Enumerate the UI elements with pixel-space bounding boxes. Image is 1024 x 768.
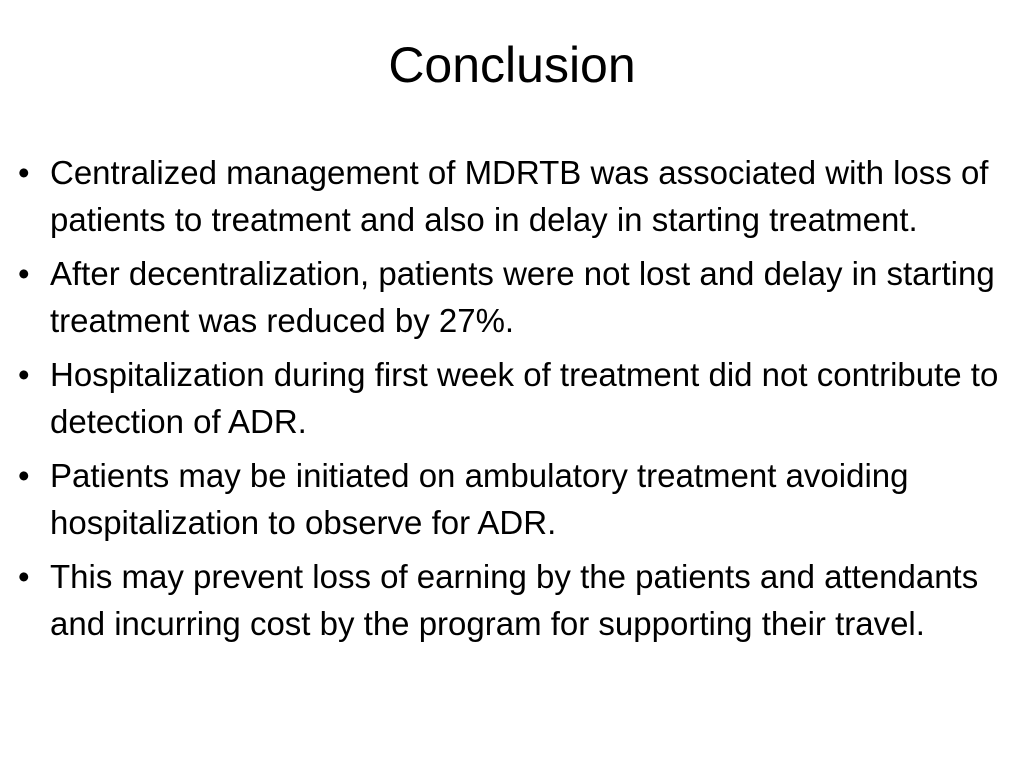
slide-title: Conclusion — [388, 37, 636, 93]
bullet-text: This may prevent loss of earning by the patients and attendants and incurring cost by the program for supporting their travel. — [50, 558, 979, 642]
bullet-icon: • — [18, 154, 30, 191]
bullet-icon: • — [18, 356, 30, 393]
bullet-icon: • — [18, 457, 30, 494]
bullet-item — [16, 554, 1008, 647]
bullet-item — [16, 453, 1008, 546]
bullet-text: After decentralization, patients were not lost and delay in starting treatment was reduced by 27%. — [50, 255, 995, 339]
bullet-icon: • — [18, 255, 30, 292]
bullet-text: Hospitalization during first week of treatment did not contribute to detection of ADR. — [50, 356, 999, 440]
bullet-item — [16, 251, 1008, 344]
bullet-text: Patients may be initiated on ambulatory treatment avoiding hospitalization to observe for ADR. — [50, 457, 909, 541]
bullet-text: Centralized management of MDRTB was associated with loss of patients to treatment and also in delay in starting treatment. — [50, 154, 989, 238]
bullet-item — [16, 150, 1008, 243]
bullet-item — [16, 352, 1008, 445]
bullet-list — [16, 150, 1008, 655]
bullet-icon: • — [18, 558, 30, 595]
